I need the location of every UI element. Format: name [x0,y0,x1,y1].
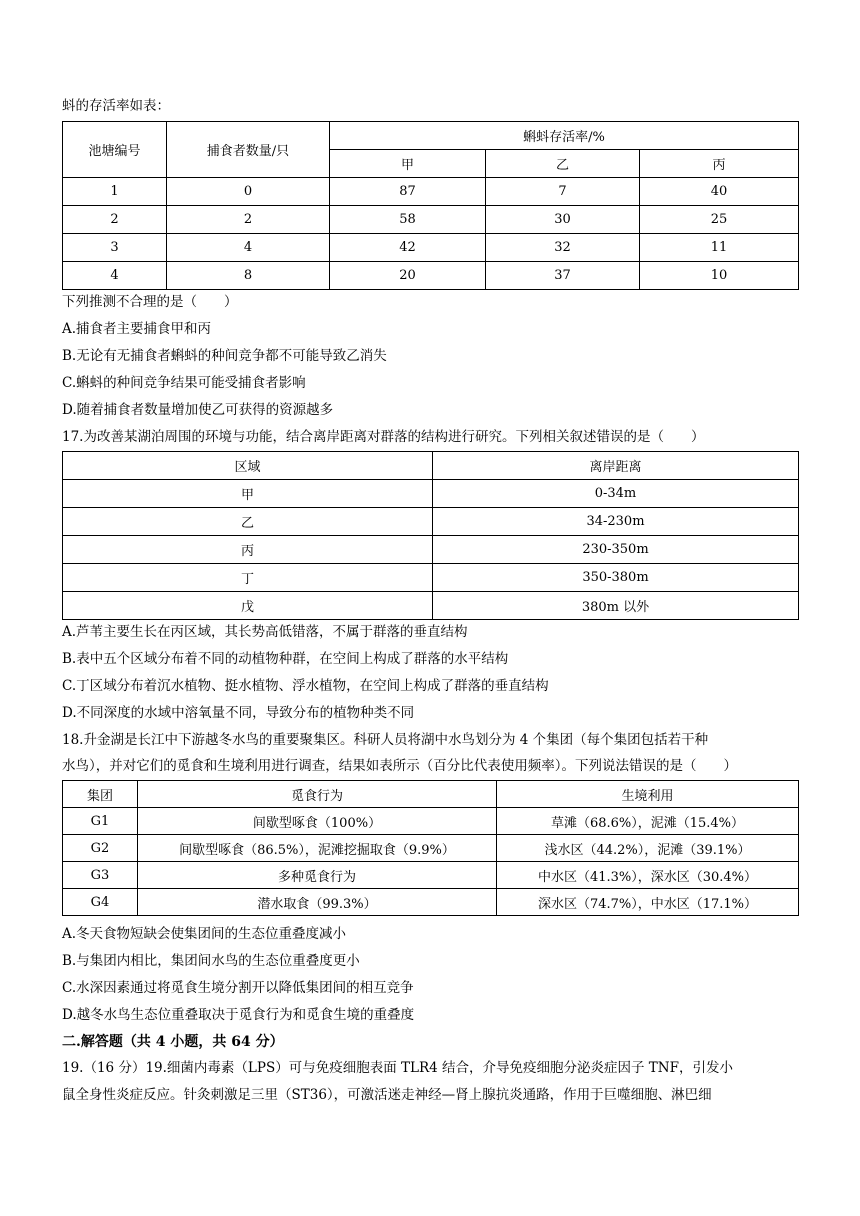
table-row [63,592,799,620]
table-cell: 浅水区（44.2%），泥滩（39.1%） [497,835,799,862]
table-cell: 87 [330,178,486,206]
table-header-row [63,122,799,150]
option-d: D.随着捕食者数量增加使乙可获得的资源越多 [62,402,334,418]
option-c: C.蝌蚪的种间竞争结果可能受捕食者影响 [62,375,306,391]
header-survival-rate: 蝌蚪存活率/% [330,122,799,150]
option-d: D.不同深度的水域中溶氧量不同，导致分布的植物种类不同 [62,705,415,721]
zone-distance-table [62,451,799,620]
option-b: B.与集团内相比，集团间水鸟的生态位重叠度更小 [62,953,360,969]
header-distance: 离岸距离 [433,452,799,480]
table-row [63,206,799,234]
table-cell: 间歇型啄食（100%） [138,808,497,835]
table-row [63,262,799,290]
header-species: 丙 [640,150,799,178]
table-row [63,536,799,564]
table-cell: 0 [167,178,330,206]
table-cell: 30 [486,206,640,234]
question-18-stem-line1: 18.升金湖是长江中下游越冬水鸟的重要聚集区。科研人员将湖中水鸟划分为 4 个集团（每个集团包括若干种 [62,732,709,748]
table-cell: 1 [63,178,167,206]
table-cell: 25 [640,206,799,234]
table-cell: 2 [63,206,167,234]
header-habitat: 生境利用 [497,781,799,808]
table-cell: G3 [63,862,138,889]
header-species: 甲 [330,150,486,178]
header-predator-count: 捕食者数量/只 [167,122,330,178]
table-cell: 多种觅食行为 [138,862,497,889]
table-row [63,835,799,862]
header-zone: 区域 [63,452,433,480]
table-cell: 7 [486,178,640,206]
table-cell: 丁 [63,564,433,592]
table-cell: 戊 [63,592,433,620]
table-cell: 40 [640,178,799,206]
table-cell: 11 [640,234,799,262]
tadpole-survival-table [62,121,799,290]
option-a: A.捕食者主要捕食甲和丙 [62,321,212,337]
table-cell: 58 [330,206,486,234]
table-row [63,178,799,206]
table-row [63,862,799,889]
table-cell: 42 [330,234,486,262]
table-cell: 20 [330,262,486,290]
table-row [63,808,799,835]
table-cell: 3 [63,234,167,262]
table-row [63,564,799,592]
table-cell: 0-34m [433,480,799,508]
table-header-row [63,452,799,480]
header-foraging: 觅食行为 [138,781,497,808]
table-row [63,234,799,262]
table-cell: 深水区（74.7%），中水区（17.1%） [497,889,799,916]
question-19-line2: 鼠全身性炎症反应。针灸刺激足三里（ST36），可激活迷走神经—肾上腺抗炎通路，作用于巨噬细胞、淋巴细 [62,1087,712,1103]
table-cell: 8 [167,262,330,290]
table-cell: 丙 [63,536,433,564]
table-cell: 230-350m [433,536,799,564]
option-d: D.越冬水鸟生态位重叠取决于觅食行为和觅食生境的重叠度 [62,1007,415,1023]
table-cell: 潜水取食（99.3%） [138,889,497,916]
table-row [63,889,799,916]
option-a: A.冬天食物短缺会使集团间的生态位重叠度减小 [62,926,347,942]
table-cell: 350-380m [433,564,799,592]
table-cell: 37 [486,262,640,290]
question-19-line1: 19.（16 分）19.细菌内毒素（LPS）可与免疫细胞表面 TLR4 结合，介导免疫细胞分泌炎症因子 TNF，引发小 [62,1060,733,1076]
question-17-stem: 17.为改善某湖泊周围的环境与功能，结合离岸距离对群落的结构进行研究。下列相关叙述错误的是（ ） [62,429,705,445]
table-cell: 间歇型啄食（86.5%），泥滩挖掘取食（9.9%） [138,835,497,862]
waterbird-guild-table [62,780,799,916]
question-16-stem: 下列推测不合理的是（ ） [62,294,238,310]
table-cell: 4 [63,262,167,290]
option-a: A.芦苇主要生长在丙区域，其长势高低错落，不属于群落的垂直结构 [62,624,468,640]
option-c: C.水深因素通过将觅食生境分割开以降低集团间的相互竞争 [62,980,414,996]
table-cell: G4 [63,889,138,916]
table-row [63,508,799,536]
section-title: 二.解答题（共 4 小题，共 64 分） [62,1034,284,1050]
option-b: B.无论有无捕食者蝌蚪的种间竞争都不可能导致乙消失 [62,348,387,364]
header-species: 乙 [486,150,640,178]
header-pond-no: 池塘编号 [63,122,167,178]
table-cell: 中水区（41.3%），深水区（30.4%） [497,862,799,889]
table-cell: 草滩（68.6%），泥滩（15.4%） [497,808,799,835]
table-cell: 甲 [63,480,433,508]
header-guild: 集团 [63,781,138,808]
option-c: C.丁区域分布着沉水植物、挺水植物、浮水植物，在空间上构成了群落的垂直结构 [62,678,549,694]
table-header-row [63,781,799,808]
table-cell: 10 [640,262,799,290]
table-cell: G2 [63,835,138,862]
table-cell: 34-230m [433,508,799,536]
table-cell: 380m 以外 [433,592,799,620]
option-b: B.表中五个区域分布着不同的动植物种群，在空间上构成了群落的水平结构 [62,651,509,667]
table-cell: 4 [167,234,330,262]
table-row [63,480,799,508]
table-cell: 2 [167,206,330,234]
question-18-stem-line2: 水鸟），并对它们的觅食和生境利用进行调查，结果如表所示（百分比代表使用频率）。下列说法错误的是（ ） [62,758,737,774]
table-cell: 乙 [63,508,433,536]
intro-text: 蚪的存活率如表： [62,98,170,114]
table-cell: G1 [63,808,138,835]
table-cell: 32 [486,234,640,262]
